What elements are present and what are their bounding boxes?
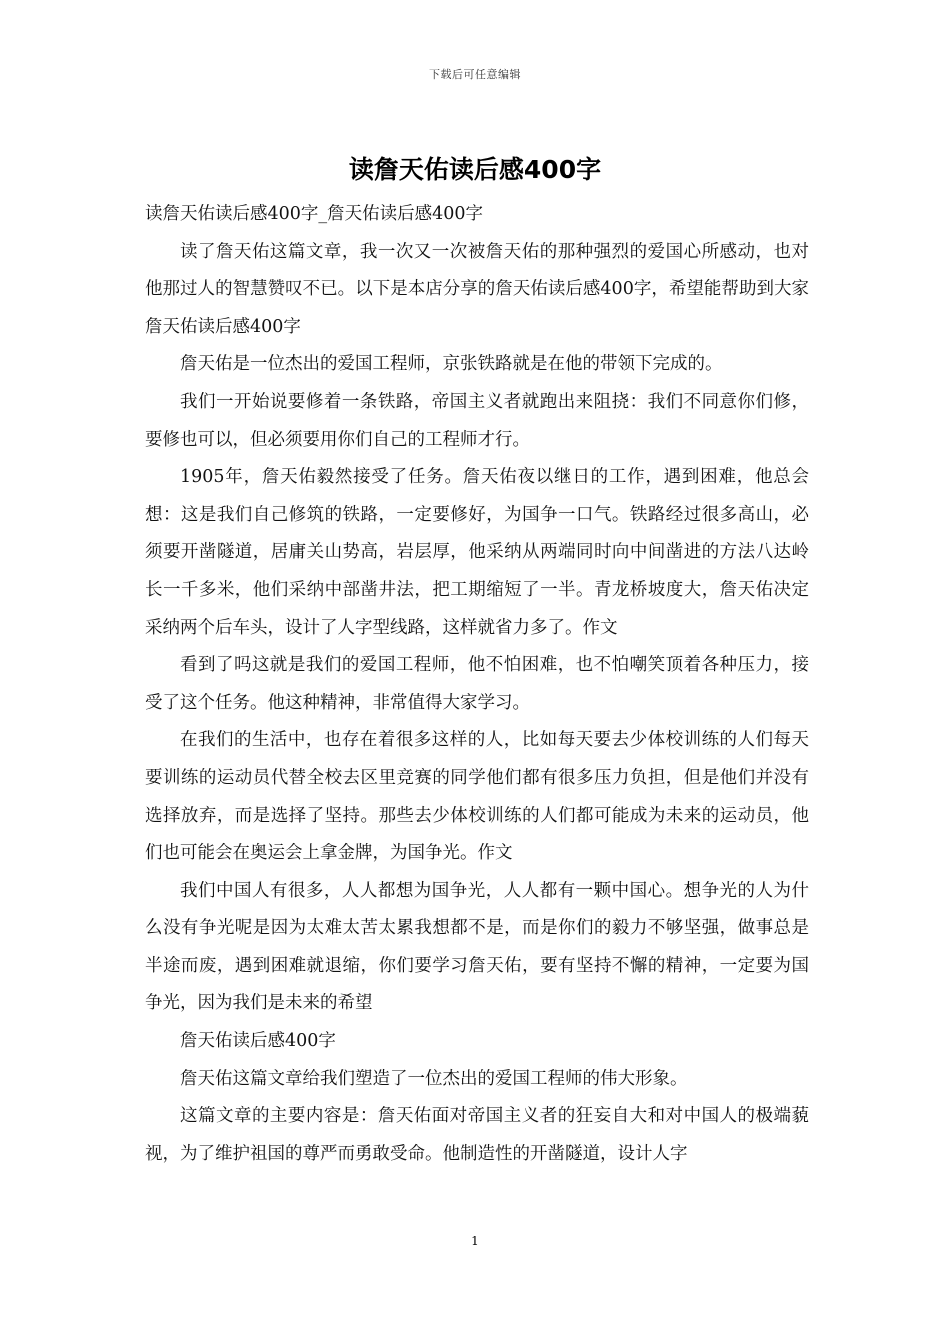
paragraph: 在我们的生活中，也存在着很多这样的人，比如每天要去少体校训练的人们每天要训练的运动员代替全校去区里竞赛的同学他们都有很多压力负担，但是他们并没有选择放弃，而是选择了坚持。那些去少体校训练的人们都可能成为未来的运动员，他们也可能会在奥运会上拿金牌，为国争光。作文	[145, 730, 809, 864]
page-number: 1	[471, 1234, 479, 1248]
paragraph: 我们中国人有很多，人人都想为国争光，人人都有一颗中国心。想争光的人为什么没有争光呢是因为太难太苦太累我想都不是，而是你们的毅力不够坚强，做事总是半途而废，遇到困难就退缩，你们要学习詹天佑，要有坚持不懈的精神，一定要为国争光，因为我们是未来的希望	[145, 880, 809, 1014]
paragraph: 詹天佑这篇文章给我们塑造了一位杰出的爱国工程师的伟大形象。	[180, 1068, 688, 1089]
paragraph: 读了詹天佑这篇文章，我一次又一次被詹天佑的那种强烈的爱国心所感动，也对他那过人的智慧赞叹不已。以下是本店分享的詹天佑读后感400字，希望能帮助到大家詹天佑读后感400字	[145, 241, 809, 337]
paragraph: 1905年，詹天佑毅然接受了任务。詹天佑夜以继日的工作，遇到困难，他总会想：这是我们自己修筑的铁路，一定要修好，为国争一口气。铁路经过很多高山，必须要开凿隧道，居庸关山势高，岩层厚，他采纳从两端同时向中间凿进的方法八达岭长一千多米，他们采纳中部凿井法，把工期缩短了一半。青龙桥坡度大，詹天佑决定采纳两个后车头，设计了人字型线路，这样就省力多了。作文	[145, 467, 809, 638]
paragraph: 詹天佑是一位杰出的爱国工程师，京张铁路就是在他的带领下完成的。	[180, 354, 723, 375]
paragraph: 这篇文章的主要内容是：詹天佑面对帝国主义者的狂妄自大和对中国人的极端藐视，为了维护祖国的尊严而勇敢受命。他制造性的开凿隧道，设计人字	[145, 1106, 809, 1164]
page-header: 下载后可任意编辑	[429, 68, 521, 81]
paragraph: 我们一开始说要修着一条铁路，帝国主义者就跑出来阻挠：我们不同意你们修，要修也可以，但必须要用你们自己的工程师才行。	[145, 391, 809, 450]
document-subtitle: 读詹天佑读后感400字_詹天佑读后感400字	[145, 204, 484, 224]
document-body	[145, 196, 809, 1173]
paragraph: 看到了吗这就是我们的爱国工程师，他不怕困难，也不怕嘲笑顶着各种压力，接受了这个任务。他这种精神，非常值得大家学习。	[145, 655, 809, 713]
section-heading: 詹天佑读后感400字	[180, 1031, 336, 1052]
document-title: 读詹天佑读后感400字	[348, 155, 602, 184]
